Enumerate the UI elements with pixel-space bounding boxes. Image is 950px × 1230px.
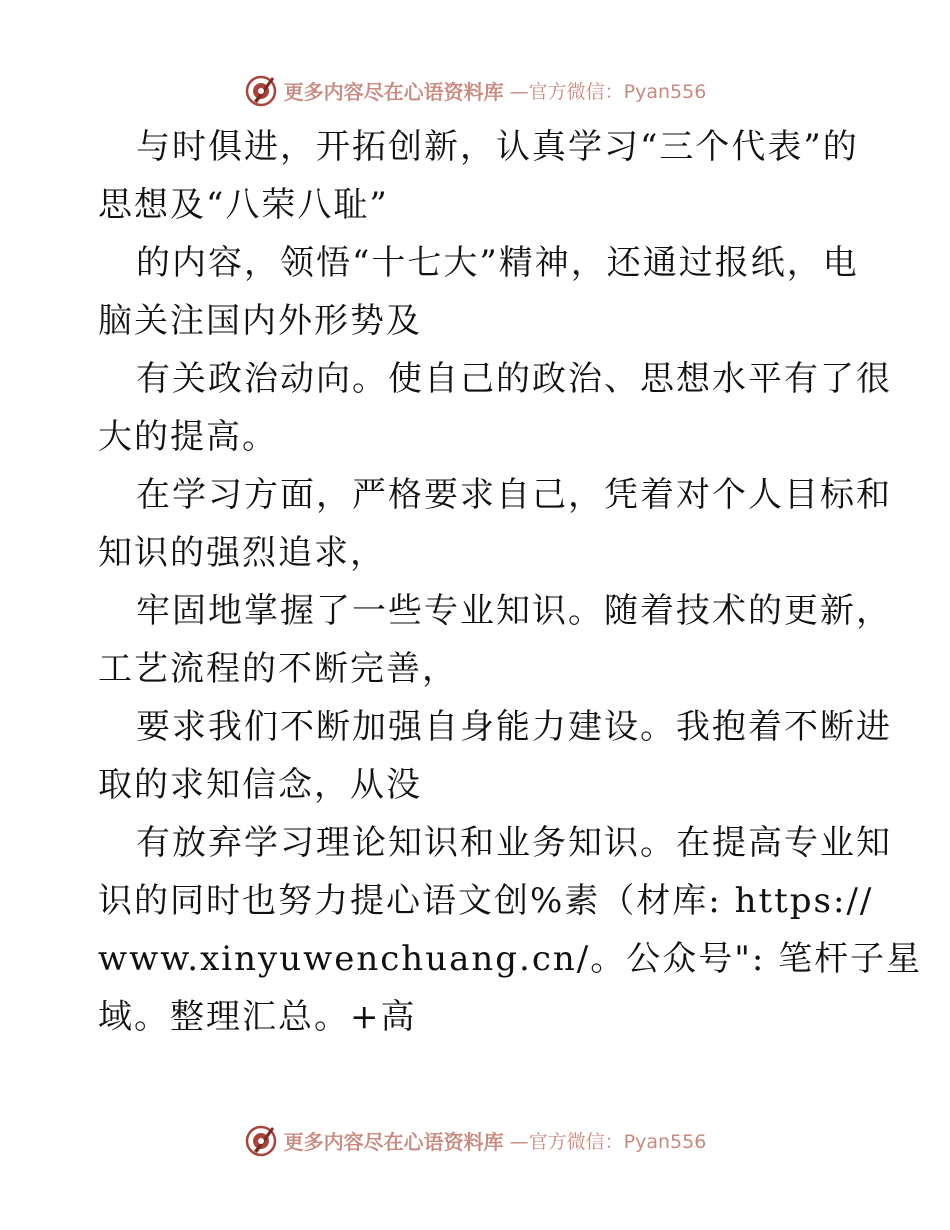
- text-line: 大的提高。: [98, 417, 278, 457]
- text-line: 脑关注国内外形势及: [98, 301, 422, 341]
- text-line: 在学习方面，严格要求自己，凭着对个人目标和: [136, 475, 892, 515]
- text-line: 有关政治动向。使自己的政治、思想水平有了很: [136, 359, 892, 399]
- header-banner-title: 更多内容尽在心语资料库: [283, 79, 504, 104]
- text-line: 要求我们不断加强自身能力建设。我抱着不断进: [136, 707, 892, 747]
- footer-banner: [0, 1120, 950, 1160]
- quill-pen-seal-icon: [244, 1123, 278, 1157]
- footer-banner-wechat: —官方微信：Pyan556: [509, 1130, 707, 1153]
- text-line: 取的求知信念，从没: [98, 765, 422, 805]
- text-line: 识的同时也努力提心语文创%素（材库: https://: [98, 881, 874, 921]
- text-line: 思想及“八荣八耻”: [98, 185, 389, 225]
- text-line: www.xinyuwenchuang.cn/。公众号": 笔杆子星: [98, 939, 923, 979]
- document-body: [98, 118, 923, 1046]
- header-banner-wechat: —官方微信：Pyan556: [509, 80, 707, 103]
- text-line: 域。整理汇总。+高: [98, 997, 417, 1037]
- quill-pen-seal-icon: [244, 73, 278, 107]
- text-line: 牢固地掌握了一些专业知识。随着技术的更新，: [136, 591, 892, 631]
- header-banner: [0, 70, 950, 110]
- text-line: 知识的强烈追求，: [98, 533, 386, 573]
- footer-banner-title: 更多内容尽在心语资料库: [283, 1129, 504, 1154]
- text-line: 有放弃学习理论知识和业务知识。在提高专业知: [136, 823, 892, 863]
- text-line: 与时俱进，开拓创新，认真学习“三个代表”的: [136, 127, 859, 167]
- text-line: 的内容，领悟“十七大”精神，还通过报纸，电: [136, 243, 859, 283]
- text-line: 工艺流程的不断完善，: [98, 649, 458, 689]
